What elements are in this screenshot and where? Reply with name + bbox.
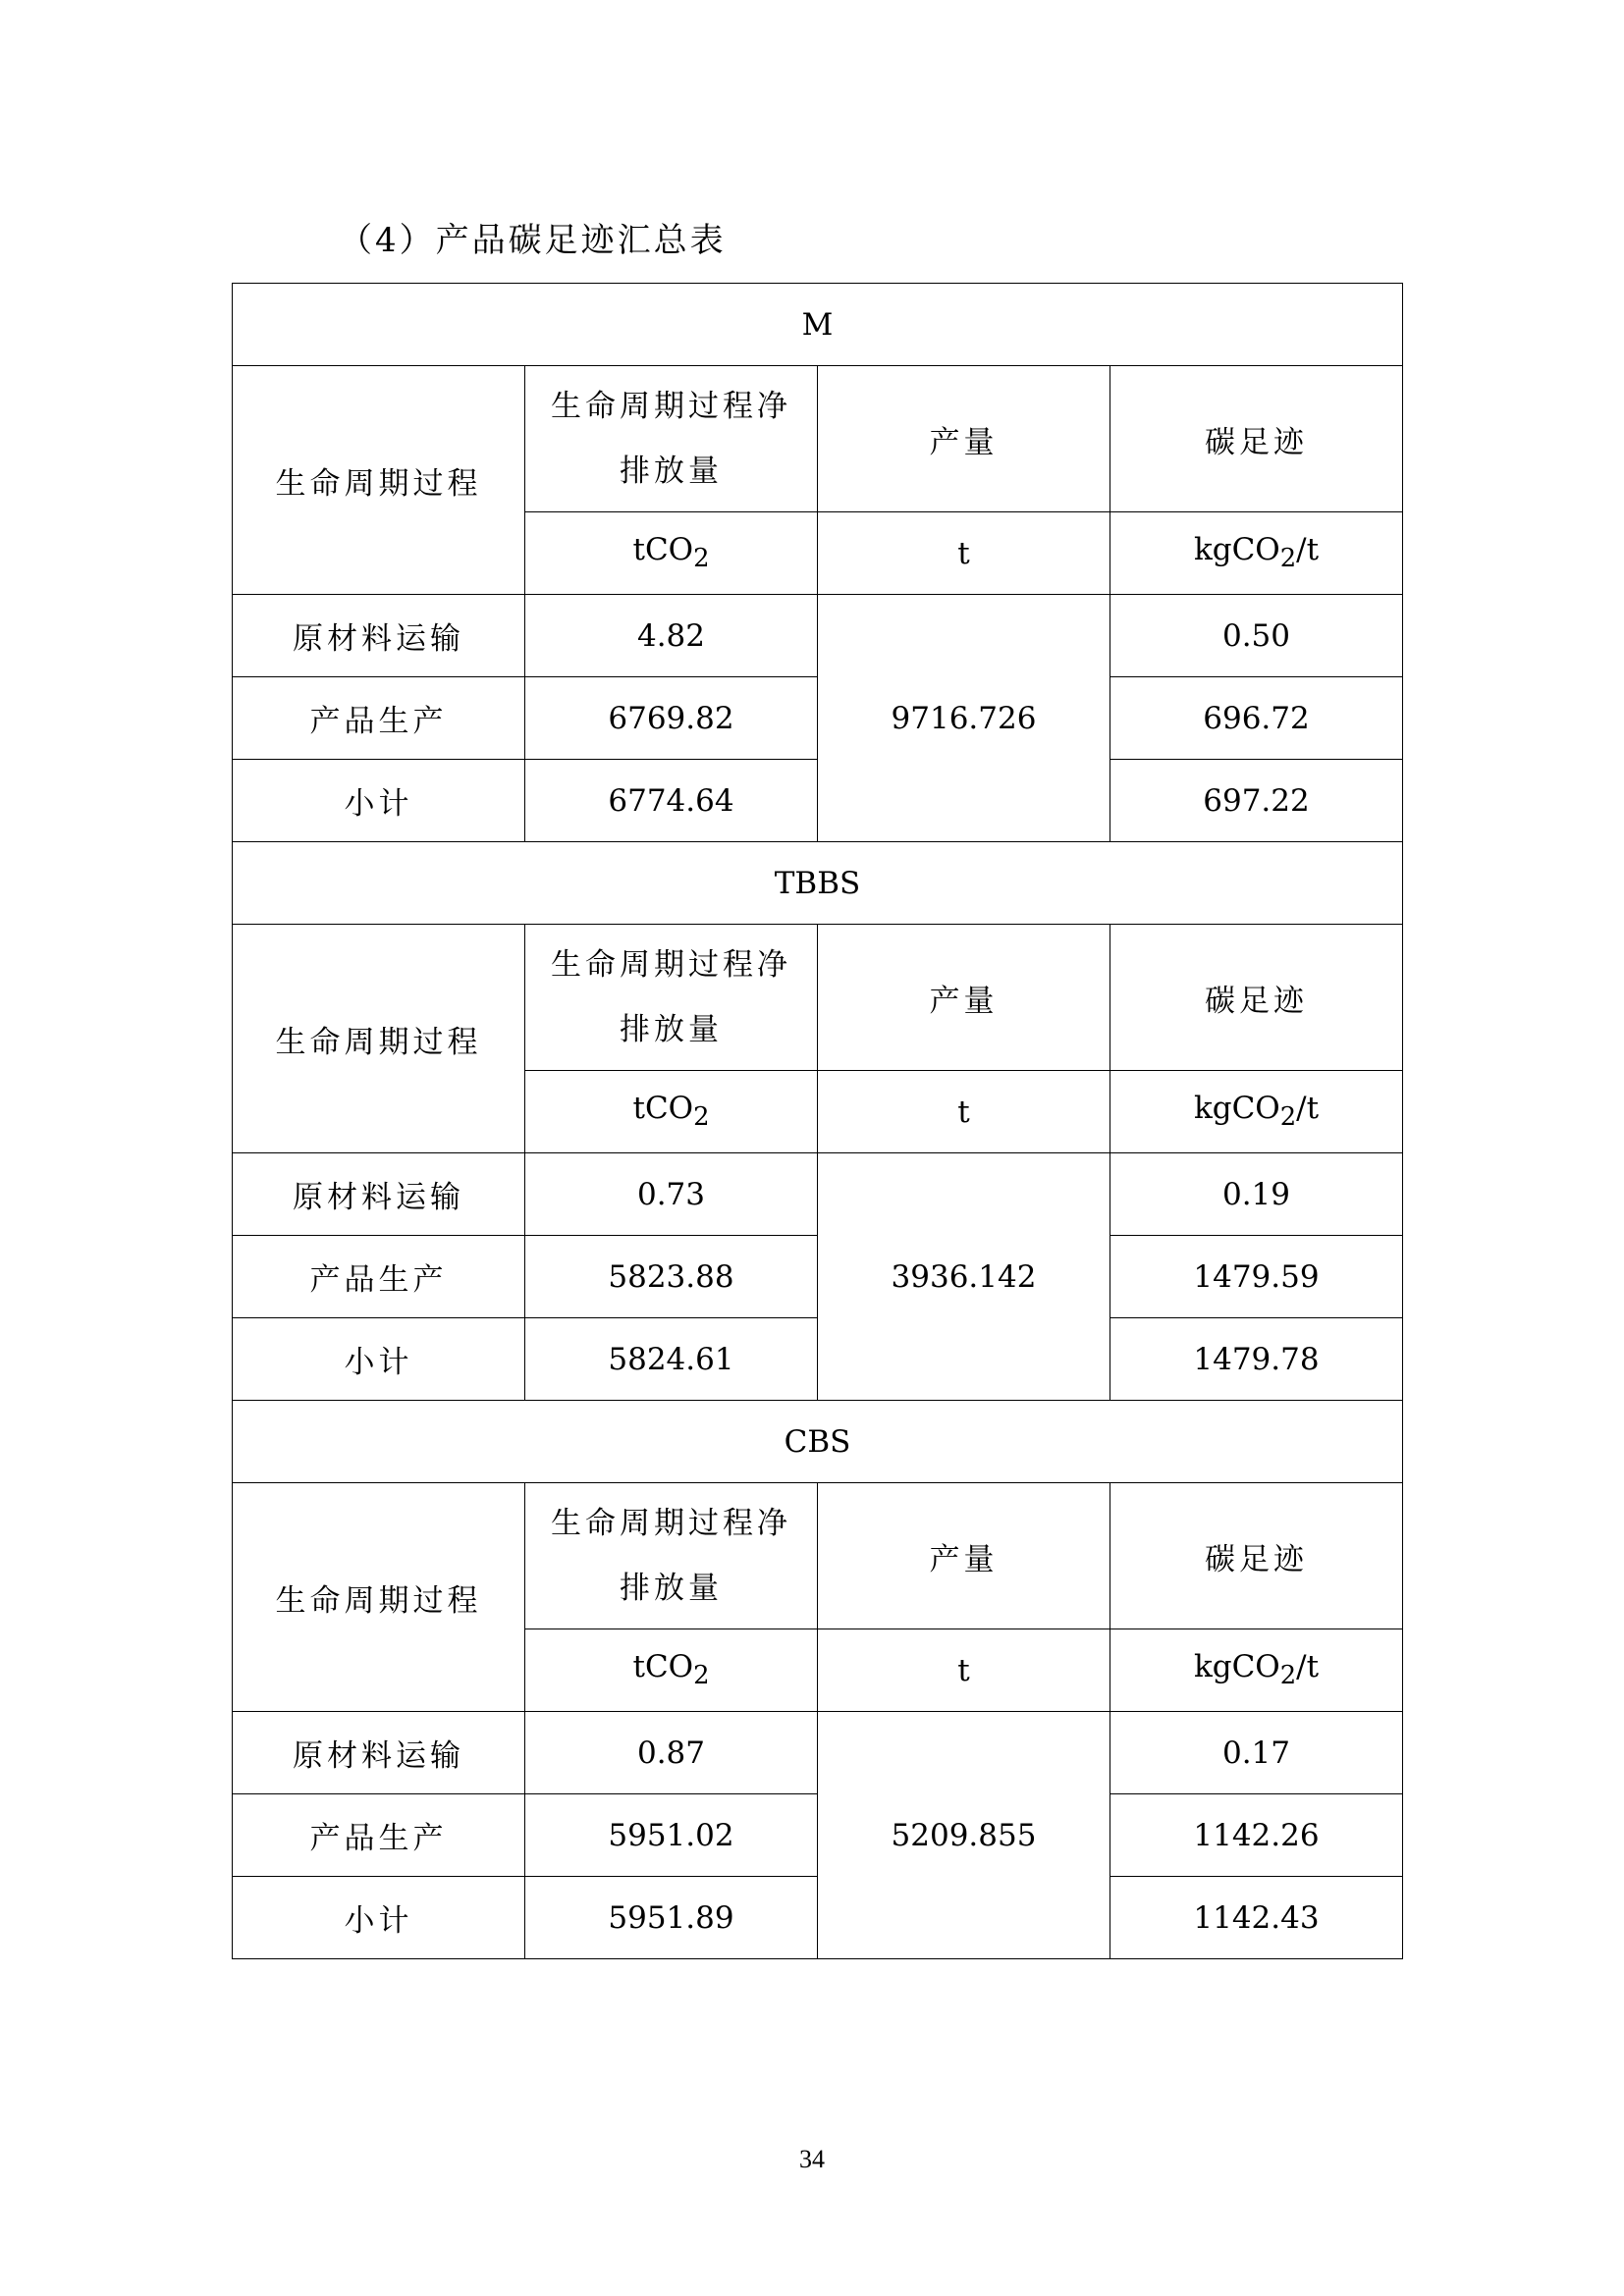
unit-prefix: tCO [632, 1649, 694, 1685]
process-cell: 小计 [233, 1877, 525, 1959]
output-unit: t [818, 1071, 1110, 1153]
footprint-cell: 697.22 [1110, 760, 1403, 842]
footprint-cell: 1142.26 [1110, 1794, 1403, 1877]
process-header: 生命周期过程 [233, 1483, 525, 1712]
column-header-row [233, 366, 1403, 512]
section-title: TBBS [233, 842, 1403, 925]
process-cell: 产品生产 [233, 1794, 525, 1877]
output-cell: 3936.142 [818, 1153, 1110, 1401]
footprint-cell: 1479.78 [1110, 1318, 1403, 1401]
unit-subscript: 2 [1279, 544, 1297, 574]
footprint-cell: 696.72 [1110, 677, 1403, 760]
unit-prefix: tCO [632, 532, 694, 568]
emission-header-line1: 生命周期过程净 [551, 1506, 791, 1541]
emission-unit [525, 512, 818, 595]
section-header-row [233, 1401, 1403, 1483]
column-header-row [233, 1483, 1403, 1629]
emission-unit [525, 1629, 818, 1712]
unit-prefix: kgCO [1193, 1649, 1280, 1685]
process-cell: 原材料运输 [233, 1153, 525, 1236]
page-heading: （4）产品碳足迹汇总表 [339, 221, 727, 260]
process-cell: 产品生产 [233, 1236, 525, 1318]
footprint-header: 碳足迹 [1110, 366, 1403, 512]
process-cell: 原材料运输 [233, 595, 525, 677]
emission-header-line2: 排放量 [620, 1571, 723, 1606]
footprint-cell: 1142.43 [1110, 1877, 1403, 1959]
emission-header-line2: 排放量 [620, 454, 723, 489]
footprint-cell: 0.19 [1110, 1153, 1403, 1236]
emission-cell: 0.87 [525, 1712, 818, 1794]
table-row [233, 1712, 1403, 1794]
footprint-cell: 0.50 [1110, 595, 1403, 677]
emission-cell: 0.73 [525, 1153, 818, 1236]
emission-cell: 5823.88 [525, 1236, 818, 1318]
emission-header-line2: 排放量 [620, 1012, 723, 1047]
footprint-header: 碳足迹 [1110, 1483, 1403, 1629]
process-cell: 原材料运输 [233, 1712, 525, 1794]
footprint-cell: 0.17 [1110, 1712, 1403, 1794]
emission-header [525, 925, 818, 1071]
output-header: 产量 [818, 366, 1110, 512]
process-cell: 小计 [233, 760, 525, 842]
emission-cell: 5951.02 [525, 1794, 818, 1877]
process-header: 生命周期过程 [233, 925, 525, 1153]
section-title: CBS [233, 1401, 1403, 1483]
footprint-unit [1110, 1629, 1403, 1712]
footprint-header: 碳足迹 [1110, 925, 1403, 1071]
unit-suffix: /t [1296, 532, 1320, 568]
emission-cell: 5824.61 [525, 1318, 818, 1401]
output-header: 产量 [818, 925, 1110, 1071]
unit-prefix: kgCO [1193, 1091, 1280, 1127]
output-cell: 5209.855 [818, 1712, 1110, 1959]
output-header: 产量 [818, 1483, 1110, 1629]
unit-subscript: 2 [693, 1102, 710, 1133]
unit-prefix: tCO [632, 1091, 694, 1127]
section-header-row [233, 842, 1403, 925]
table-row [233, 595, 1403, 677]
emission-header [525, 1483, 818, 1629]
process-cell: 小计 [233, 1318, 525, 1401]
unit-prefix: kgCO [1193, 532, 1280, 568]
emission-header [525, 366, 818, 512]
footprint-unit [1110, 1071, 1403, 1153]
emission-cell: 5951.89 [525, 1877, 818, 1959]
unit-subscript: 2 [693, 1661, 710, 1691]
emission-cell: 4.82 [525, 595, 818, 677]
process-cell: 产品生产 [233, 677, 525, 760]
footprint-cell: 1479.59 [1110, 1236, 1403, 1318]
output-cell: 9716.726 [818, 595, 1110, 842]
emission-header-line1: 生命周期过程净 [551, 389, 791, 424]
process-header: 生命周期过程 [233, 366, 525, 595]
table-row [233, 1153, 1403, 1236]
unit-subscript: 2 [1279, 1102, 1297, 1133]
footprint-unit [1110, 512, 1403, 595]
unit-subscript: 2 [693, 544, 710, 574]
output-unit: t [818, 1629, 1110, 1712]
output-unit: t [818, 512, 1110, 595]
section-header-row [233, 284, 1403, 366]
unit-subscript: 2 [1279, 1661, 1297, 1691]
emission-cell: 6769.82 [525, 677, 818, 760]
page-number: 34 [799, 2145, 825, 2173]
unit-suffix: /t [1296, 1091, 1320, 1127]
unit-suffix: /t [1296, 1649, 1320, 1685]
column-header-row [233, 925, 1403, 1071]
emission-cell: 6774.64 [525, 760, 818, 842]
emission-unit [525, 1071, 818, 1153]
emission-header-line1: 生命周期过程净 [551, 947, 791, 983]
section-title: M [233, 284, 1403, 366]
carbon-footprint-summary-table [232, 283, 1403, 1959]
